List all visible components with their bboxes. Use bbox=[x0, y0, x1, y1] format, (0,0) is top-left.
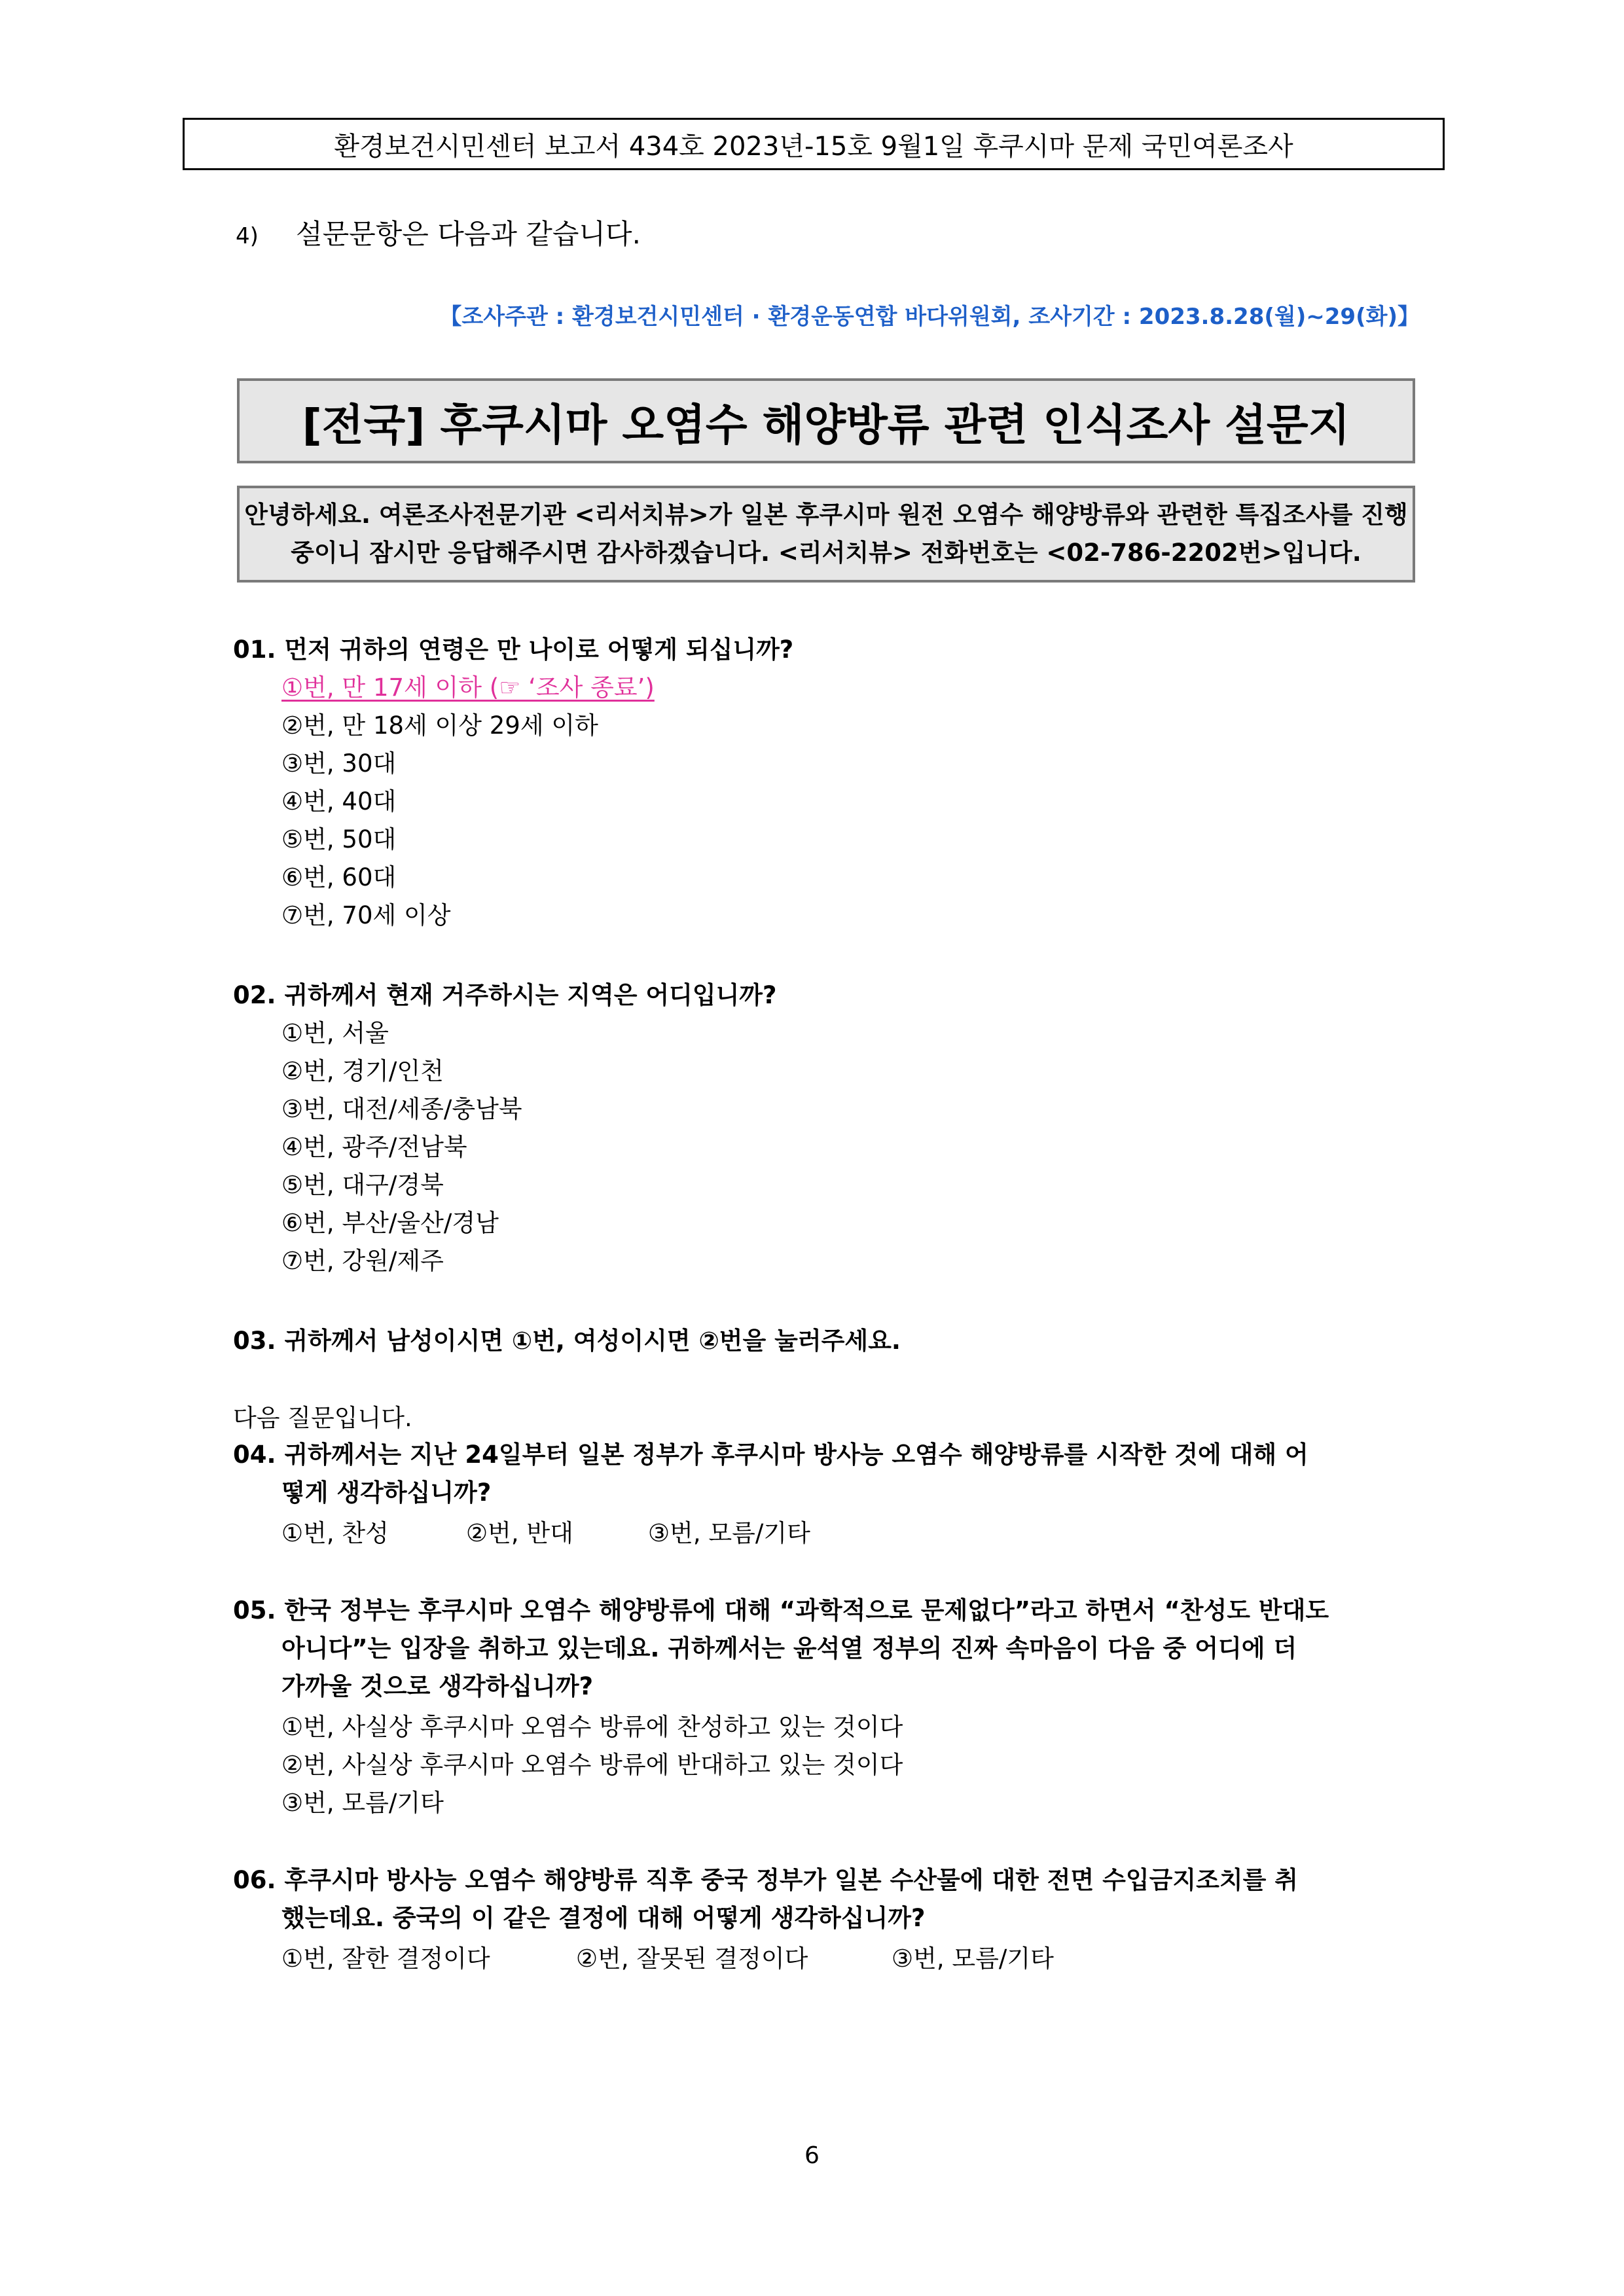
q4-line-2: 떻게 생각하십니까? bbox=[281, 1479, 492, 1507]
q2-option-2: ②번, 경기/인천 bbox=[281, 1057, 444, 1085]
q2-option-6: ⑥번, 부산/울산/경남 bbox=[281, 1209, 499, 1237]
intro-text: 설문문항은 다음과 같습니다. bbox=[296, 218, 641, 250]
report-header-text: 환경보건시민센터 보고서 434호 2023년-15호 9월1일 후쿠시마 문제 국민여론조사 bbox=[334, 131, 1293, 162]
question-06 bbox=[233, 1861, 1419, 1937]
survey-title-box bbox=[237, 378, 1415, 463]
q1-option-6: ⑥번, 60대 bbox=[281, 863, 397, 891]
question-02: 02. 귀하께서 현재 거주하시는 지역은 어디입니까? bbox=[233, 981, 777, 1009]
q2-option-5: ⑤번, 대구/경북 bbox=[281, 1171, 444, 1199]
q4-option-3: ③번, 모름/기타 bbox=[648, 1519, 810, 1547]
q4-option-2: ②번, 반대 bbox=[466, 1519, 573, 1547]
report-header bbox=[183, 118, 1445, 170]
q5-option-1: ①번, 사실상 후쿠시마 오염수 방류에 찬성하고 있는 것이다 bbox=[281, 1713, 903, 1741]
q5-option-3: ③번, 모름/기타 bbox=[281, 1789, 444, 1817]
question-05 bbox=[233, 1592, 1419, 1706]
q1-option-5: ⑤번, 50대 bbox=[281, 825, 397, 853]
q6-line-2: 했는데요. 중국의 이 같은 결정에 대해 어떻게 생각하십니까? bbox=[281, 1904, 926, 1932]
q6-option-3: ③번, 모름/기타 bbox=[892, 1945, 1054, 1973]
q2-option-4: ④번, 광주/전남북 bbox=[281, 1133, 467, 1161]
q5-line-2: 아니다”는 입장을 취하고 있는데요. 귀하께서는 윤석열 정부의 진짜 속마음이 다음 중 어디에 더 bbox=[281, 1634, 1297, 1662]
q2-option-7: ⑦번, 강원/제주 bbox=[281, 1247, 444, 1275]
page-number: 6 bbox=[804, 2142, 820, 2169]
q4-line-1: 04. 귀하께서는 지난 24일부터 일본 정부가 후쿠시마 방사능 오염수 해양방류를 시작한 것에 대해 어 bbox=[233, 1441, 1308, 1469]
question-01: 01. 먼저 귀하의 연령은 만 나이로 어떻게 되십니까? bbox=[233, 636, 794, 664]
q6-option-2: ②번, 잘못된 결정이다 bbox=[576, 1945, 808, 1973]
question-03: 03. 귀하께서 남성이시면 ①번, 여성이시면 ②번을 눌러주세요. bbox=[233, 1327, 901, 1355]
survey-title: [전국] 후쿠시마 오염수 해양방류 관련 인식조사 설문지 bbox=[302, 399, 1350, 450]
q4-option-1: ①번, 찬성 bbox=[281, 1519, 389, 1547]
greeting-line-2: 중이니 잠시만 응답해주시면 감사하겠습니다. <리서치뷰> 전화번호는 <02-786-2202번>입니다. bbox=[291, 539, 1362, 567]
greeting-box bbox=[237, 486, 1415, 583]
question-04 bbox=[233, 1436, 1419, 1512]
intro-number: 4) bbox=[236, 223, 259, 249]
q5-option-2: ②번, 사실상 후쿠시마 오염수 방류에 반대하고 있는 것이다 bbox=[281, 1751, 903, 1779]
q1-option-4: ④번, 40대 bbox=[281, 787, 397, 816]
next-question-label: 다음 질문입니다. bbox=[233, 1404, 412, 1432]
intro-line bbox=[236, 213, 641, 252]
q2-option-3: ③번, 대전/세종/충남북 bbox=[281, 1095, 522, 1123]
q6-line-1: 06. 후쿠시마 방사능 오염수 해양방류 직후 중국 정부가 일본 수산물에 대한 전면 수입금지조치를 취 bbox=[233, 1866, 1298, 1894]
q1-option-1: ①번, 만 17세 이하 (☞ ‘조사 종료’) bbox=[281, 673, 655, 702]
q1-option-2: ②번, 만 18세 이상 29세 이하 bbox=[281, 711, 598, 740]
q1-option-3: ③번, 30대 bbox=[281, 749, 397, 778]
q6-option-1: ①번, 잘한 결정이다 bbox=[281, 1945, 490, 1973]
q2-option-1: ①번, 서울 bbox=[281, 1019, 389, 1047]
q5-line-3: 가까울 것으로 생각하십니까? bbox=[281, 1672, 594, 1700]
q1-option-7: ⑦번, 70세 이상 bbox=[281, 901, 451, 929]
greeting-line-1: 안녕하세요. 여론조사전문기관 <리서치뷰>가 일본 후쿠시마 원전 오염수 해양방류와 관련한 특집조사를 진행 bbox=[244, 501, 1408, 529]
q5-line-1: 05. 한국 정부는 후쿠시마 오염수 해양방류에 대해 “과학적으로 문제없다”라고 하면서 “찬성도 반대도 bbox=[233, 1596, 1329, 1624]
survey-sponsor: 【조사주관 : 환경보건시민센터 · 환경운동연합 바다위원회, 조사기간 : 2023.8.28(월)~29(화)】 bbox=[439, 304, 1420, 330]
